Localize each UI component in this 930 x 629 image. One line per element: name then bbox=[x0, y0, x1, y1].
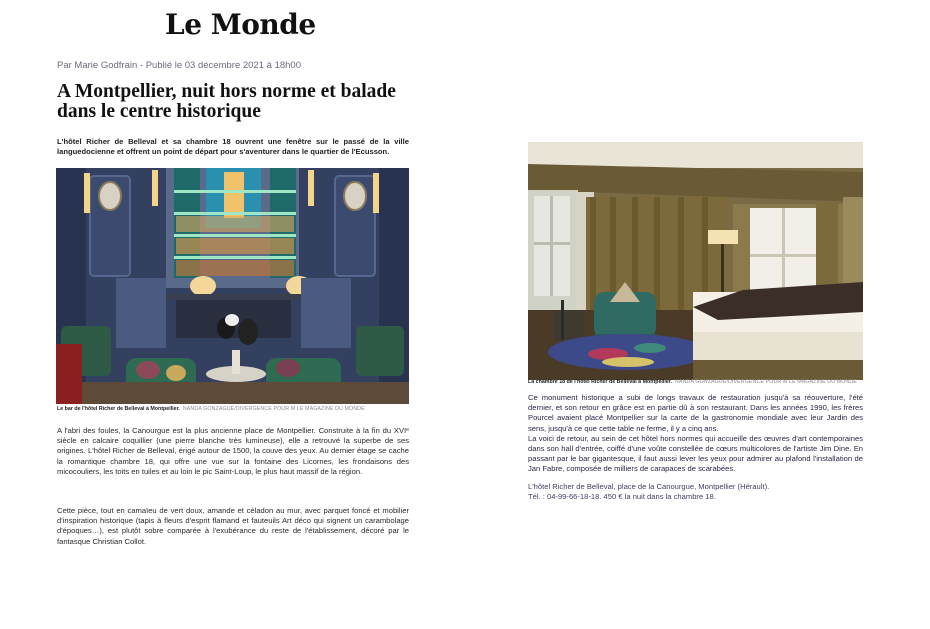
article-column-right bbox=[528, 393, 863, 475]
caption-text: Le bar de l'hôtel Richer de Belleval à Montpellier. bbox=[57, 406, 180, 412]
article-headline: A Montpellier, nuit hors norme et balade dans le centre historique bbox=[57, 81, 396, 122]
article-byline: Par Marie Godfrain - Publié le 03 décembre 2021 à 18h00 bbox=[57, 60, 301, 71]
article-paragraph: Ce monument historique a subi de longs travaux de restauration jusqu'à sa réouverture, l'été dernier, et son retour en grâce est en partie dû à son restaurant. Dans les années 1990, les frères Pourcel avaient placé Montpellier sur la carte de la gastronomie mondiale avec leur Jardin des sens, jusqu'à ce que cette table ne ferme, il y a cinq ans. bbox=[528, 393, 863, 433]
caption-text: La chambre 18 de l'hôtel Richer de Belleval à Montpellier. bbox=[528, 379, 673, 385]
hotel-bar-photo bbox=[56, 168, 409, 404]
article-paragraph: La voici de retour, au sein de cet hôtel hors normes qui accueille des œuvres d'art contemporaines dans son hall d'entrée, coiffé d'une voûte constellée de cœurs multicolores de l'artiste Jim Dine. En passant par le bar gigantesque, il faut aussi lever les yeux pour admirer au plafond l'installation de Jan Fabre, composée de milliers de carapaces de scarabées. bbox=[528, 433, 863, 474]
article-lede: L'hôtel Richer de Belleval et sa chambre 18 ouvrent une fenêtre sur le passé de la ville languedocienne et offrent un point de départ pour s'aventurer dans le quartier de l'Ecusson. bbox=[57, 137, 409, 157]
hotel-bar-illustration bbox=[56, 168, 409, 404]
photo-credit: NANDA GONZAGUE/DIVERGENCE POUR M LE MAGAZINE DU MONDE bbox=[182, 406, 365, 412]
article-paragraph: Cette pièce, tout en camaïeu de vert doux, amande et céladon au mur, avec parquet foncé et mobilier d'inspiration historique (tapis à fleurs d'esprit flamand et fauteuils Art déco qui signent un carambolage d'époques…), est plutôt sobre comparée à l'exubérance du reste de l'établissement, décoré par le fantasque Christian Collot. bbox=[57, 506, 409, 546]
photo-credit: NANDA GONZAGUE/DIVERGENCE POUR M LE MAGAZINE DU MONDE bbox=[675, 379, 857, 385]
hotel-room-illustration bbox=[528, 142, 863, 380]
le-monde-logo[interactable]: Le Monde bbox=[165, 8, 316, 41]
hotel-bar-caption bbox=[57, 406, 365, 413]
article-paragraph: A l'abri des foules, la Canourgue est la plus ancienne place de Montpellier. Construite à la fin du XVIᵉ siècle en calcaire coquillier (une pierre blanche très lumineuse), elle a retrouvé la superbe de ses origines. L'hôtel Richer de Belleval, érigé autour de 1500, la couve des yeux. Au dernier étage se cache la romantique chambre 18, qui offre une vue sur la fontaine des Licornes, les frondaisons des micocouliers, les toits en tuiles et au loin le pic Saint-Loup, le plus haut massif de la région. bbox=[57, 426, 409, 476]
hotel-practical-info bbox=[528, 482, 863, 502]
hotel-address: L'hôtel Richer de Belleval, place de la Canourgue, Montpellier (Hérault). bbox=[528, 482, 770, 491]
hotel-room-photo bbox=[528, 142, 863, 380]
hotel-room-caption bbox=[528, 379, 857, 386]
hotel-contact-price: Tél. : 04-99-66-18-18. 450 € la nuit dans la chambre 18. bbox=[528, 492, 716, 502]
